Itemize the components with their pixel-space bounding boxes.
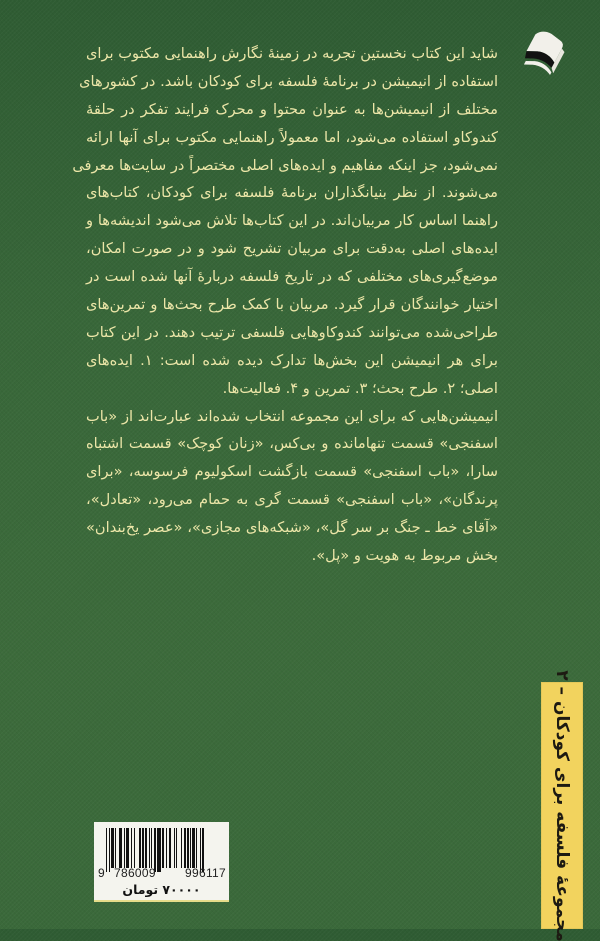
isbn-prefix: 9 (98, 866, 105, 880)
back-cover-blurb (72, 40, 498, 570)
blurb-line: نمی‌شود، جز اینکه مفاهیم و ایده‌های اصلی مختصراً در سایت‌ها معرفی (72, 156, 498, 174)
blurb-line: برای هر انیمیشن این بخش‌ها تدارک دیده شده است: ۱. ایده‌های (86, 351, 498, 369)
isbn-group-1: 786009 (114, 866, 156, 880)
publisher-logo (518, 26, 568, 78)
blurb-line: «آقای خط ـ جنگ بر سر گل»، «شبکه‌های مجازی»، «عصر یخ‌بندان» (86, 519, 498, 537)
isbn-barcode (94, 822, 229, 902)
blurb-line: انیمیشن‌هایی که برای این مجموعه انتخاب شده‌اند عبارت‌اند از «باب (86, 407, 498, 425)
price-label: ۷۰۰۰۰ تومان (122, 882, 201, 897)
blurb-line: طراحی‌شده می‌توانند کندوکاوهایی فلسفی ترتیب دهند. در این کتاب (86, 323, 498, 341)
blurb-line: اختیار خوانندگان قرار گیرد. مربیان با کمک طرح بحث‌ها و تمرین‌های (86, 296, 498, 314)
series-spine-label (541, 669, 583, 941)
series-title: مجموعهٔ فلسفه برای کودکان – ۲ (552, 669, 572, 941)
blurb-line: می‌شوند. از نظر بنیانگذاران برنامهٔ فلسفه برای کودکان، کتاب‌های (86, 184, 498, 202)
blurb-line: موضع‌گیری‌های مختلفی که در تاریخ فلسفه دربارهٔ آنها شده است در (86, 268, 498, 286)
publisher-logo-icon (518, 26, 568, 78)
blurb-line: بخش مربوط به هویت و «پل». (311, 547, 498, 565)
blurb-line: شاید این کتاب نخستین تجربه در زمینهٔ نگارش راهنمایی مکتوب برای (86, 45, 498, 62)
blurb-line: ایده‌های اصلی به‌دقت برای مربیان تشریح شود و در صورت امکان، (86, 240, 498, 258)
blurb-line: مختلف از انیمیشن‌ها به عنوان محتوا و محرک فرایند تفکر در حلقهٔ (86, 100, 498, 118)
blurb-line: اسفنجی» قسمت تنهامانده و بی‌کس، «زنان کوچک» قسمت اشتباه (86, 435, 498, 453)
blurb-line: اصلی؛ ۲. طرح بحث؛ ۳. تمرین و ۴. فعالیت‌ها. (222, 379, 498, 397)
blurb-line: پرندگان»، «باب اسفنجی» قسمت گری به حمام می‌رود، «تعادل»، (86, 491, 498, 509)
blurb-line: راهنما اساس کار مربیان‌اند. در این کتاب‌ها تلاش می‌شود اندیشه‌ها و (86, 212, 498, 230)
blurb-line: سارا، «باب اسفنجی» قسمت بازگشت اسکولیوم فرسوسه، «برای (86, 463, 498, 481)
blurb-line: کندوکاو استفاده می‌شود، اما معمولاً راهنمایی مکتوب برای آنها ارائه (86, 128, 498, 146)
isbn-group-2: 996117 (185, 866, 226, 880)
blurb-line: استفاده از انیمیشن در برنامهٔ فلسفه برای کودکان باشد. در کشورهای (79, 72, 498, 90)
isbn-number (98, 866, 226, 880)
